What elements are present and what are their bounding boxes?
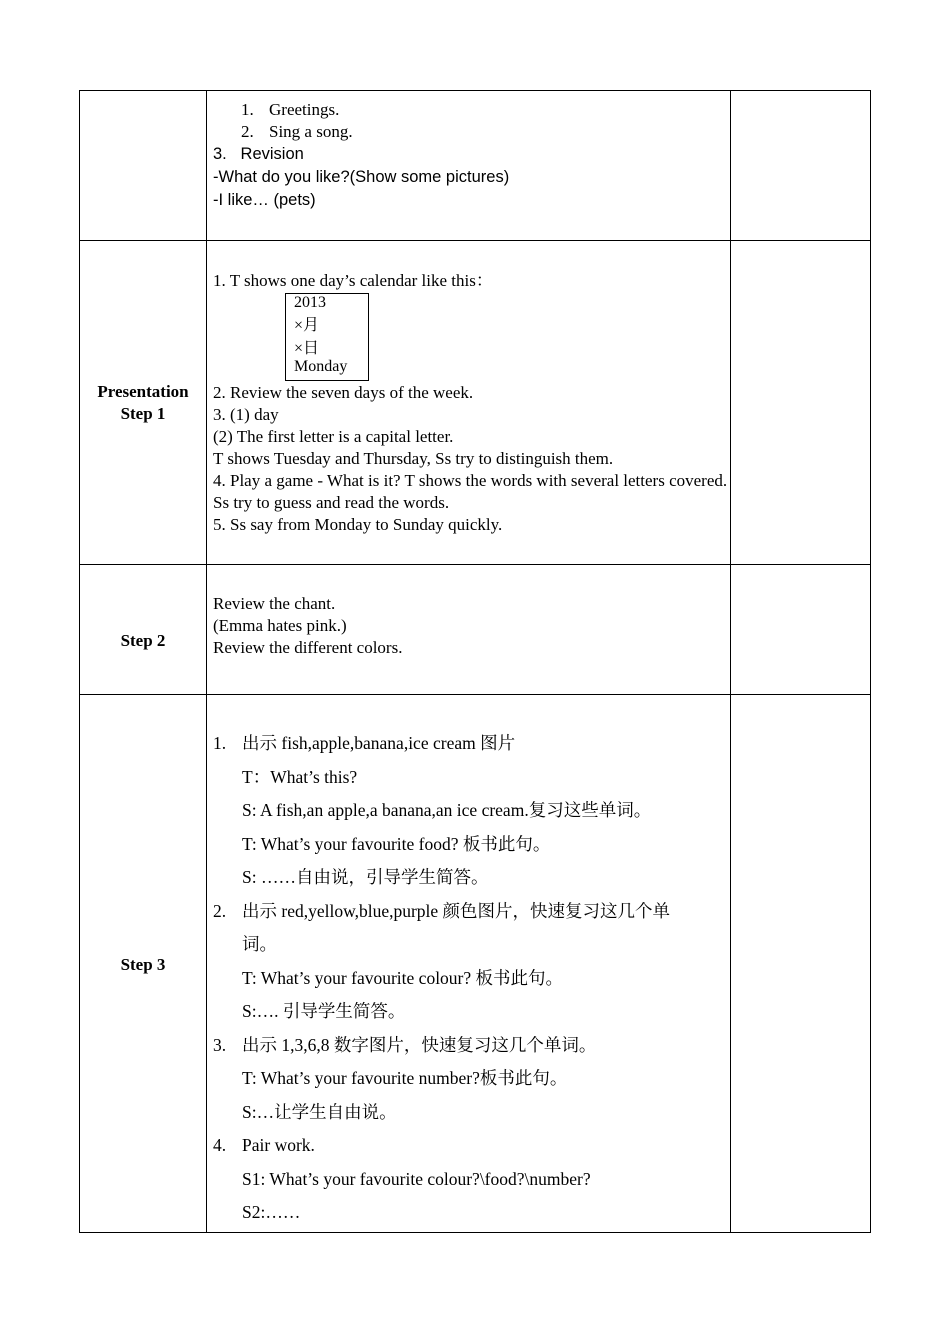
column-divider xyxy=(730,91,731,240)
column-divider xyxy=(206,91,207,240)
lesson-row-warmup xyxy=(79,90,871,241)
text-line: T shows Tuesday and Thursday, Ss try to distinguish them. xyxy=(213,449,614,468)
text-line: 5. Ss say from Monday to Sunday quickly. xyxy=(213,515,503,534)
column-divider xyxy=(206,695,207,1232)
text-line: 词。 xyxy=(242,934,277,954)
step2-content xyxy=(213,593,728,659)
lesson-row-step2 xyxy=(79,564,871,695)
column-divider xyxy=(730,241,731,564)
text-line: T: What’s your favourite colour? 板书此句。 xyxy=(242,967,564,988)
text-line: S1: What’s your favourite colour?\food?\number? xyxy=(242,1168,591,1189)
text-line: (Emma hates pink.) xyxy=(213,616,347,635)
column-divider xyxy=(730,565,731,694)
text-line: S: A fish,an apple,a banana,an ice cream.复习这些单词。 xyxy=(242,800,652,820)
text-line: 4. Play a game - What is it? T shows the words with several letters covered. Ss try to guess and read the words. xyxy=(213,471,728,512)
revision-answer: -I like… (pets) xyxy=(213,191,316,209)
step-label: Step 3 xyxy=(120,955,166,974)
column-divider xyxy=(206,565,207,694)
step1-content xyxy=(213,382,728,536)
list-item: 3. 出示 1,3,6,8 数字图片，快速复习这几个单词。 xyxy=(213,1034,597,1055)
step1-intro: 1. T shows one day’s calendar like this： xyxy=(213,271,493,290)
list-item: 4. Pair work. xyxy=(213,1135,315,1155)
list-item: 1. 出示 fish,apple,banana,ice cream 图片 xyxy=(213,733,516,753)
text-line: Review the different colors. xyxy=(213,638,403,657)
text-line: 3. (1) day xyxy=(213,405,279,424)
text-line: S2:…… xyxy=(242,1202,301,1222)
step3-content xyxy=(213,727,728,1230)
text-line: T：What’s this? xyxy=(242,766,358,787)
list-item: 1. Greetings. xyxy=(241,100,340,119)
step-label: Step 2 xyxy=(120,631,166,650)
calendar-box: 2013 ×月 ×日 Monday xyxy=(285,293,369,381)
text-line: S:…. 引导学生简答。 xyxy=(242,1001,406,1021)
text-line: S: ……自由说，引导学生简答。 xyxy=(242,867,489,887)
column-divider xyxy=(206,241,207,564)
text-line: 2. Review the seven days of the week. xyxy=(213,383,474,402)
column-divider xyxy=(730,695,731,1232)
list-item: 2. 出示 red,yellow,blue,purple 颜色图片，快速复习这几个单 xyxy=(213,900,671,921)
lesson-row-step3 xyxy=(79,694,871,1233)
revision-heading: 3. Revision xyxy=(213,145,304,163)
text-line: Review the chant. xyxy=(213,594,336,613)
text-line: S:…让学生自由说。 xyxy=(242,1101,397,1122)
warmup-content xyxy=(213,99,728,212)
text-line: T: What’s your favourite food? 板书此句。 xyxy=(242,833,551,854)
step-label: Presentation Step 1 xyxy=(97,382,189,423)
lesson-row-presentation-step1 xyxy=(79,240,871,565)
list-item: 2. Sing a song. xyxy=(241,122,353,141)
text-line: T: What’s your favourite number?板书此句。 xyxy=(242,1068,568,1088)
revision-question: -What do you like?(Show some pictures) xyxy=(213,168,510,186)
text-line: (2) The first letter is a capital letter. xyxy=(213,427,454,446)
